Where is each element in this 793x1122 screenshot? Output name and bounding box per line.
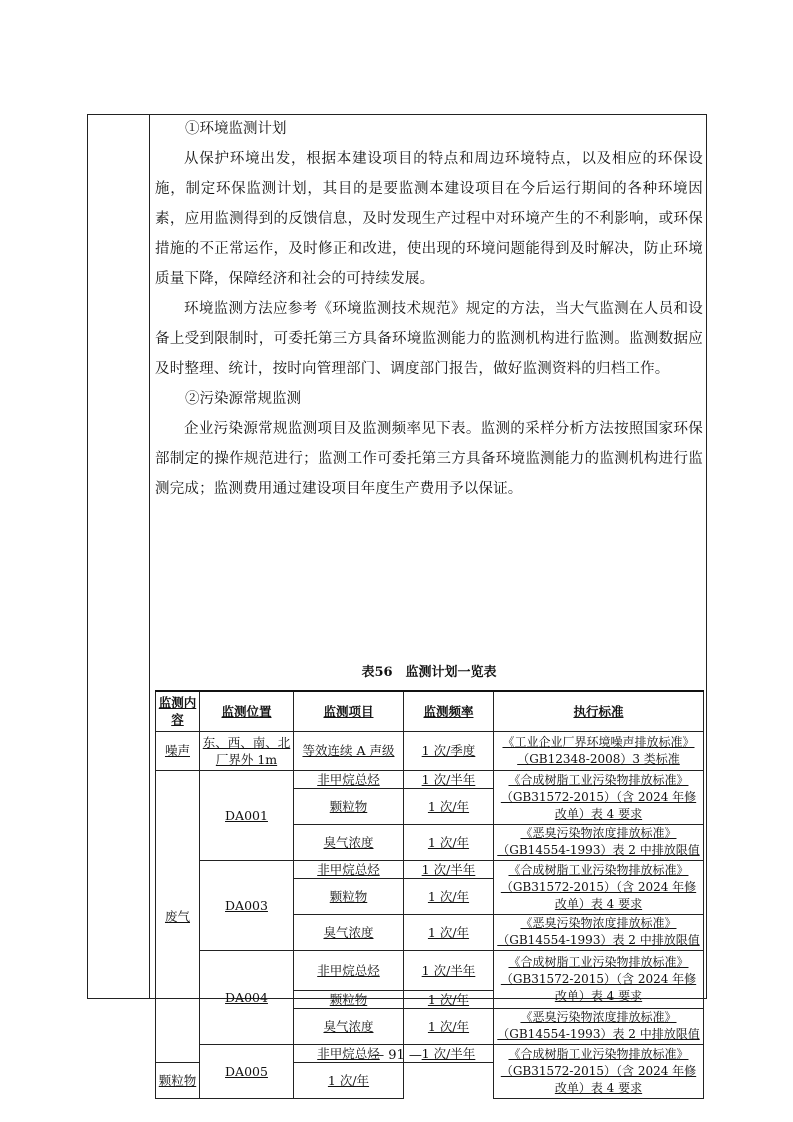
- cell-item: 臭气浓度: [294, 824, 404, 860]
- cell-location-da004: DA004: [200, 950, 294, 1044]
- cell-standard: 《恶臭污染物浓度排放标准》（GB14554-1993）表 2 中排放限值: [494, 914, 704, 950]
- cell-item: 等效连续 A 声级: [294, 731, 404, 770]
- cell-standard: 《合成树脂工业污染物排放标准》（GB31572-2015）（含 2024 年修改单）表 4 要求: [494, 950, 704, 1008]
- cell-item: 非甲烷总烃: [294, 770, 404, 788]
- cell-standard: 《合成树脂工业污染物排放标准》（GB31572-2015）（含 2024 年修改单）表 4 要求: [494, 1044, 704, 1098]
- cell-frequency: 1 次/年: [404, 788, 494, 824]
- cell-frequency: 1 次/半年: [404, 770, 494, 788]
- header-location: 监测位置: [200, 691, 294, 731]
- cell-frequency: 1 次/年: [404, 824, 494, 860]
- cell-standard: 《恶臭污染物浓度排放标准》（GB14554-1993）表 2 中排放限值: [494, 1008, 704, 1044]
- cell-item: 非甲烷总烃: [294, 950, 404, 990]
- cell-item: 颗粒物: [156, 1062, 200, 1098]
- cell-location-da005: DA005: [200, 1044, 294, 1098]
- table-row: [156, 950, 704, 990]
- cell-frequency: 1 次/年: [404, 1008, 494, 1044]
- section-heading-pollution: ②污染源常规监测: [185, 391, 301, 407]
- cell-standard: 《恶臭污染物浓度排放标准》（GB14554-1993）表 2 中排放限值: [494, 824, 704, 860]
- table-header-row: [156, 691, 704, 731]
- table-row: [156, 860, 704, 878]
- cell-item: 颗粒物: [294, 990, 404, 1008]
- cell-standard: 《合成树脂工业污染物排放标准》（GB31572-2015）（含 2024 年修改单）表 4 要求: [494, 770, 704, 824]
- cell-location-da003: DA003: [200, 860, 294, 950]
- table-row: [156, 770, 704, 788]
- paragraph-env-plan-1: 从保护环境出发，根据本建设项目的特点和周边环境特点，以及相应的环保设施，制定环保监测计划，其目的是要监测本建设项目在今后运行期间的各种环境因素，应用监测得到的反馈信息，及时发现生产过程中对环境产生的不利影响，或环保措施的不正常运作，及时修正和改进，使出现的环境问题能得到及时解决，防止环境质量下降，保障经济和社会的可持续发展。: [155, 151, 703, 287]
- header-content: 监测内容: [156, 691, 200, 731]
- header-standard: 执行标准: [494, 691, 704, 731]
- cell-frequency: 1 次/年: [404, 878, 494, 914]
- cell-item: 非甲烷总烃: [294, 1044, 404, 1062]
- cell-location-da001: DA001: [200, 770, 294, 860]
- cell-content-gas: 废气: [156, 770, 200, 1062]
- cell-frequency: 1 次/年: [404, 914, 494, 950]
- cell-standard: 《合成树脂工业污染物排放标准》（GB31572-2015）（含 2024 年修改单）表 4 要求: [494, 860, 704, 914]
- page-number: — 91 —: [371, 1048, 422, 1063]
- cell-frequency: 1 次/半年: [404, 950, 494, 990]
- cell-frequency: 1 次/季度: [404, 731, 494, 770]
- cell-frequency: 1 次/年: [404, 990, 494, 1008]
- cell-item: 非甲烷总烃: [294, 860, 404, 878]
- cell-item: 颗粒物: [294, 878, 404, 914]
- monitoring-plan-table: [155, 690, 704, 1099]
- section-heading-env-plan: ①环境监测计划: [185, 121, 287, 137]
- cell-frequency: 1 次/半年: [404, 860, 494, 878]
- cell-frequency: 1 次/半年: [404, 1044, 494, 1062]
- cell-frequency: 1 次/年: [294, 1062, 404, 1098]
- header-frequency: 监测频率: [404, 691, 494, 731]
- cell-standard: 《工业企业厂界环境噪声排放标准》（GB12348-2008）3 类标准: [494, 731, 704, 770]
- table-row: [156, 731, 704, 770]
- paragraph-pollution-1: 企业污染源常规监测项目及监测频率见下表。监测的采样分析方法按照国家环保部制定的操作规范进行；监测工作可委托第三方具备环境监测能力的监测机构进行监测完成；监测费用通过建设项目年度生产费用予以保证。: [155, 421, 703, 497]
- table-caption: 表56 监测计划一览表: [361, 665, 497, 680]
- header-item: 监测项目: [294, 691, 404, 731]
- cell-item: 臭气浓度: [294, 914, 404, 950]
- cell-item: 颗粒物: [294, 788, 404, 824]
- cell-location: 东、西、南、北厂界外 1m: [200, 731, 294, 770]
- paragraph-env-plan-2: 环境监测方法应参考《环境监测技术规范》规定的方法，当大气监测在人员和设备上受到限制时，可委托第三方具备环境监测能力的监测机构进行监测。监测数据应及时整理、统计，按时向管理部门、调度部门报告，做好监测资料的归档工作。: [155, 301, 703, 377]
- cell-item: 臭气浓度: [294, 1008, 404, 1044]
- frame-divider: [149, 114, 150, 999]
- cell-content: 噪声: [156, 731, 200, 770]
